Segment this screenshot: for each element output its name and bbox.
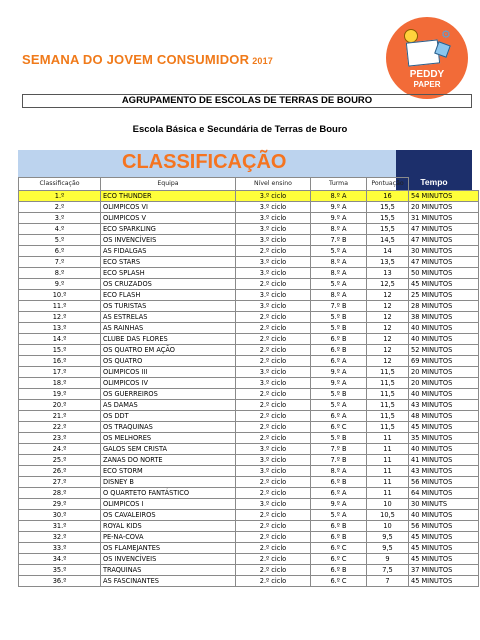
table-row <box>19 499 479 510</box>
cell-nivel: 2.º ciclo <box>236 510 311 521</box>
cell-turma: 5.º A <box>311 510 367 521</box>
cell-classificacao: 4.º <box>19 224 101 235</box>
cell-equipa: PE-NA-COVA <box>101 532 236 543</box>
cell-tempo: 38 MINUTOS <box>409 312 479 323</box>
cell-nivel: 2.º ciclo <box>236 488 311 499</box>
cell-classificacao: 28.º <box>19 488 101 499</box>
classification-table <box>18 177 479 587</box>
cell-classificacao: 32.º <box>19 532 101 543</box>
logo-text-paper: PAPER <box>413 80 441 89</box>
cell-pontuacao: 14 <box>367 246 409 257</box>
cell-tempo: 45 MINUTOS <box>409 279 479 290</box>
cell-classificacao: 22.º <box>19 422 101 433</box>
cell-turma: 9.º A <box>311 202 367 213</box>
col-header-nivel: Nível ensino <box>236 178 311 191</box>
table-row <box>19 543 479 554</box>
cell-equipa: AS ESTRELAS <box>101 312 236 323</box>
cell-equipa: OLIMPICOS IV <box>101 378 236 389</box>
cell-classificacao: 5.º <box>19 235 101 246</box>
cell-turma: 6.º C <box>311 554 367 565</box>
cell-equipa: TRAQUINAS <box>101 565 236 576</box>
cell-tempo: 25 MINUTOS <box>409 290 479 301</box>
col-header-classificacao: Classificação <box>19 178 101 191</box>
tempo-header-label: Tempo <box>420 177 448 187</box>
cell-equipa: OLIMPICOS VI <box>101 202 236 213</box>
cell-turma: 6.º A <box>311 356 367 367</box>
peddy-paper-logo <box>386 17 468 99</box>
cell-tempo: 56 MINUTOS <box>409 521 479 532</box>
table-row <box>19 367 479 378</box>
cell-equipa: OS TRAQUINAS <box>101 422 236 433</box>
cell-classificacao: 26.º <box>19 466 101 477</box>
cell-equipa: OS DDT <box>101 411 236 422</box>
cell-turma: 9.º A <box>311 367 367 378</box>
table-row <box>19 532 479 543</box>
cell-nivel: 2.º ciclo <box>236 554 311 565</box>
table-row <box>19 554 479 565</box>
table-row <box>19 224 479 235</box>
table-row <box>19 290 479 301</box>
cell-turma: 7.º B <box>311 444 367 455</box>
cell-classificacao: 33.º <box>19 543 101 554</box>
cell-equipa: OS QUATRO EM AÇÃO <box>101 345 236 356</box>
cell-classificacao: 30.º <box>19 510 101 521</box>
cell-classificacao: 8.º <box>19 268 101 279</box>
cell-tempo: 41 MINUTOS <box>409 455 479 466</box>
cell-classificacao: 13.º <box>19 323 101 334</box>
table-row <box>19 510 479 521</box>
col-header-pontuacao: Pontuação <box>367 178 409 191</box>
table-row <box>19 477 479 488</box>
table-row <box>19 378 479 389</box>
cell-classificacao: 23.º <box>19 433 101 444</box>
cell-turma: 6.º B <box>311 565 367 576</box>
cell-turma: 6.º A <box>311 488 367 499</box>
cell-nivel: 2.º ciclo <box>236 279 311 290</box>
cell-pontuacao: 11 <box>367 433 409 444</box>
cell-turma: 6.º C <box>311 576 367 587</box>
cell-pontuacao: 15,5 <box>367 224 409 235</box>
cell-equipa: ECO THUNDER <box>101 191 236 202</box>
cell-equipa: OS FLAMEJANTES <box>101 543 236 554</box>
cell-nivel: 2.º ciclo <box>236 477 311 488</box>
cell-tempo: 47 MINUTOS <box>409 224 479 235</box>
cell-classificacao: 1.º <box>19 191 101 202</box>
cell-classificacao: 24.º <box>19 444 101 455</box>
cell-pontuacao: 11,5 <box>367 422 409 433</box>
cell-tempo: 64 MINUTOS <box>409 488 479 499</box>
cell-pontuacao: 13 <box>367 268 409 279</box>
cell-pontuacao: 12 <box>367 301 409 312</box>
cell-equipa: AS RAINHAS <box>101 323 236 334</box>
cell-equipa: AS FIDALGAS <box>101 246 236 257</box>
cell-nivel: 3.º ciclo <box>236 235 311 246</box>
table-row <box>19 191 479 202</box>
cell-classificacao: 18.º <box>19 378 101 389</box>
cell-classificacao: 36.º <box>19 576 101 587</box>
cell-tempo: 43 MINUTOS <box>409 466 479 477</box>
table-row <box>19 268 479 279</box>
cell-equipa: OLIMPICOS V <box>101 213 236 224</box>
cell-nivel: 2.º ciclo <box>236 389 311 400</box>
cell-equipa: ECO SPLASH <box>101 268 236 279</box>
cell-equipa: OS INVENCÍVEIS <box>101 554 236 565</box>
school-heading: Escola Básica e Secundária de Terras de Bouro <box>132 124 348 135</box>
cell-classificacao: 10.º <box>19 290 101 301</box>
cell-equipa: OLIMPICOS III <box>101 367 236 378</box>
cell-turma: 5.º B <box>311 323 367 334</box>
cell-classificacao: 14.º <box>19 334 101 345</box>
cell-equipa: ECO SPARKLING <box>101 224 236 235</box>
cell-tempo: 35 MINUTOS <box>409 433 479 444</box>
cell-pontuacao: 12 <box>367 334 409 345</box>
cell-turma: 5.º B <box>311 312 367 323</box>
cell-tempo: 45 MINUTOS <box>409 543 479 554</box>
cell-turma: 8.º A <box>311 268 367 279</box>
cell-nivel: 2.º ciclo <box>236 345 311 356</box>
cell-pontuacao: 15,5 <box>367 202 409 213</box>
cell-equipa: OS INVENCÍVEIS <box>101 235 236 246</box>
cell-nivel: 2.º ciclo <box>236 246 311 257</box>
cell-tempo: 45 MINUTOS <box>409 532 479 543</box>
cell-equipa: AS FASCINANTES <box>101 576 236 587</box>
cell-pontuacao: 11 <box>367 466 409 477</box>
cell-tempo: 40 MINUTOS <box>409 389 479 400</box>
cell-classificacao: 35.º <box>19 565 101 576</box>
cell-nivel: 3.º ciclo <box>236 224 311 235</box>
cell-classificacao: 17.º <box>19 367 101 378</box>
cell-pontuacao: 7,5 <box>367 565 409 576</box>
table-row <box>19 334 479 345</box>
cell-turma: 6.º B <box>311 521 367 532</box>
cell-classificacao: 25.º <box>19 455 101 466</box>
cell-classificacao: 7.º <box>19 257 101 268</box>
cell-nivel: 3.º ciclo <box>236 378 311 389</box>
cell-pontuacao: 9 <box>367 554 409 565</box>
agrupamento-heading: AGRUPAMENTO DE ESCOLAS DE TERRAS DE BOURO <box>22 94 472 108</box>
cell-nivel: 3.º ciclo <box>236 268 311 279</box>
table-row <box>19 356 479 367</box>
cell-tempo: 30 MINUTOS <box>409 246 479 257</box>
classification-banner-title: CLASSIFICAÇÃO <box>122 151 287 173</box>
cell-tempo: 40 MINUTOS <box>409 334 479 345</box>
cell-turma: 8.º A <box>311 224 367 235</box>
cell-turma: 6.º B <box>311 532 367 543</box>
cell-turma: 9.º A <box>311 378 367 389</box>
table-header-row <box>19 178 479 191</box>
cell-turma: 8.º A <box>311 257 367 268</box>
cell-nivel: 2.º ciclo <box>236 400 311 411</box>
cell-tempo: 56 MINUTOS <box>409 477 479 488</box>
cell-tempo: 48 MINUTOS <box>409 411 479 422</box>
cell-tempo: 54 MINUTOS <box>409 191 479 202</box>
cell-pontuacao: 16 <box>367 191 409 202</box>
cell-pontuacao: 7 <box>367 576 409 587</box>
table-row <box>19 235 479 246</box>
cell-pontuacao: 11,5 <box>367 378 409 389</box>
cell-pontuacao: 9,5 <box>367 532 409 543</box>
cell-pontuacao: 11,5 <box>367 389 409 400</box>
cell-tempo: 43 MINUTOS <box>409 400 479 411</box>
cell-classificacao: 27.º <box>19 477 101 488</box>
cell-equipa: OS TURISTAS <box>101 301 236 312</box>
cell-tempo: 20 MINUTOS <box>409 367 479 378</box>
cell-classificacao: 12.º <box>19 312 101 323</box>
cell-nivel: 2.º ciclo <box>236 323 311 334</box>
cell-classificacao: 3.º <box>19 213 101 224</box>
cell-pontuacao: 11,5 <box>367 400 409 411</box>
cell-pontuacao: 11,5 <box>367 367 409 378</box>
table-row <box>19 521 479 532</box>
cell-equipa: OS GUERREIROS <box>101 389 236 400</box>
cell-equipa: DISNEY B <box>101 477 236 488</box>
cell-classificacao: 11.º <box>19 301 101 312</box>
cell-nivel: 3.º ciclo <box>236 301 311 312</box>
cell-nivel: 3.º ciclo <box>236 444 311 455</box>
cell-equipa: AS DAMAS <box>101 400 236 411</box>
cell-pontuacao: 10,5 <box>367 510 409 521</box>
cell-tempo: 50 MINUTOS <box>409 268 479 279</box>
cell-tempo: 20 MINUTOS <box>409 378 479 389</box>
cell-equipa: ZANAS DO NORTE <box>101 455 236 466</box>
cell-pontuacao: 13,5 <box>367 257 409 268</box>
table-body <box>19 191 479 587</box>
cell-equipa: OS MELHORES <box>101 433 236 444</box>
table-row <box>19 576 479 587</box>
cell-turma: 6.º B <box>311 477 367 488</box>
cell-equipa: ECO STARS <box>101 257 236 268</box>
cell-tempo: 47 MINUTOS <box>409 257 479 268</box>
cell-equipa: OS CAVALEIROS <box>101 510 236 521</box>
cell-nivel: 2.º ciclo <box>236 521 311 532</box>
cell-tempo: 37 MINUTOS <box>409 565 479 576</box>
cell-turma: 6.º C <box>311 422 367 433</box>
table-row <box>19 411 479 422</box>
table-row <box>19 312 479 323</box>
table-row <box>19 488 479 499</box>
cell-pontuacao: 12 <box>367 345 409 356</box>
cell-classificacao: 20.º <box>19 400 101 411</box>
table-row <box>19 279 479 290</box>
cell-equipa: CLUBE DAS FLORES <box>101 334 236 345</box>
table-row <box>19 301 479 312</box>
cell-tempo: 52 MINUTOS <box>409 345 479 356</box>
table-row <box>19 345 479 356</box>
cell-tempo: 47 MINUTOS <box>409 235 479 246</box>
cell-turma: 6.º A <box>311 411 367 422</box>
cell-turma: 8.º A <box>311 290 367 301</box>
cell-equipa: ROYAL KIDS <box>101 521 236 532</box>
table-row <box>19 246 479 257</box>
cell-turma: 9.º A <box>311 213 367 224</box>
cell-nivel: 2.º ciclo <box>236 543 311 554</box>
cell-nivel: 3.º ciclo <box>236 202 311 213</box>
title-year: 2017 <box>252 56 274 66</box>
gear-icon: ⚙ <box>441 28 451 41</box>
cell-pontuacao: 14,5 <box>367 235 409 246</box>
cell-classificacao: 19.º <box>19 389 101 400</box>
cell-tempo: 31 MINUTOS <box>409 213 479 224</box>
table-row <box>19 466 479 477</box>
cell-equipa: ECO FLASH <box>101 290 236 301</box>
cell-equipa: ECO STORM <box>101 466 236 477</box>
cell-nivel: 3.º ciclo <box>236 257 311 268</box>
cell-classificacao: 15.º <box>19 345 101 356</box>
cell-equipa: O QUARTETO FANTÁSTICO <box>101 488 236 499</box>
cell-nivel: 2.º ciclo <box>236 422 311 433</box>
cell-classificacao: 31.º <box>19 521 101 532</box>
cell-turma: 6.º C <box>311 543 367 554</box>
table-row <box>19 213 479 224</box>
col-header-equipa: Equipa <box>101 178 236 191</box>
cell-tempo: 69 MINUTOS <box>409 356 479 367</box>
cell-pontuacao: 10 <box>367 521 409 532</box>
table-row <box>19 202 479 213</box>
cell-nivel: 3.º ciclo <box>236 466 311 477</box>
col-header-tempo <box>409 178 479 191</box>
table-row <box>19 565 479 576</box>
cell-pontuacao: 9,5 <box>367 543 409 554</box>
cell-classificacao: 9.º <box>19 279 101 290</box>
cell-pontuacao: 15,5 <box>367 213 409 224</box>
cell-nivel: 3.º ciclo <box>236 499 311 510</box>
cell-turma: 8.º A <box>311 191 367 202</box>
cell-nivel: 3.º ciclo <box>236 213 311 224</box>
cell-tempo: 40 MINUTOS <box>409 444 479 455</box>
cell-nivel: 3.º ciclo <box>236 367 311 378</box>
cell-pontuacao: 12 <box>367 290 409 301</box>
cell-turma: 9.º A <box>311 499 367 510</box>
cell-pontuacao: 11 <box>367 488 409 499</box>
cell-tempo: 45 MINUTOS <box>409 554 479 565</box>
cell-tempo: 30 MINUTS <box>409 499 479 510</box>
cell-turma: 7.º B <box>311 235 367 246</box>
cell-tempo: 20 MINUTOS <box>409 202 479 213</box>
table-row <box>19 389 479 400</box>
cell-turma: 7.º B <box>311 455 367 466</box>
page-title: SEMANA DO JOVEM CONSUMIDOR 2017 <box>22 52 274 67</box>
cell-nivel: 2.º ciclo <box>236 576 311 587</box>
cell-nivel: 3.º ciclo <box>236 455 311 466</box>
cell-pontuacao: 11,5 <box>367 411 409 422</box>
cell-nivel: 3.º ciclo <box>236 290 311 301</box>
cell-turma: 5.º B <box>311 389 367 400</box>
cell-turma: 6.º B <box>311 345 367 356</box>
cell-nivel: 2.º ciclo <box>236 532 311 543</box>
col-header-turma: Turma <box>311 178 367 191</box>
cell-classificacao: 34.º <box>19 554 101 565</box>
cell-turma: 5.º B <box>311 433 367 444</box>
cell-tempo: 40 MINUTOS <box>409 510 479 521</box>
cell-tempo: 28 MINUTOS <box>409 301 479 312</box>
table-row <box>19 444 479 455</box>
cell-classificacao: 16.º <box>19 356 101 367</box>
cell-equipa: OS QUATRO <box>101 356 236 367</box>
table-row <box>19 455 479 466</box>
table-row <box>19 422 479 433</box>
cell-turma: 6.º B <box>311 334 367 345</box>
logo-text-peddy: PEDDY <box>409 69 445 80</box>
cell-tempo: 45 MINUTOS <box>409 422 479 433</box>
table-row <box>19 323 479 334</box>
cell-turma: 8.º A <box>311 466 367 477</box>
cell-nivel: 3.º ciclo <box>236 191 311 202</box>
cell-pontuacao: 11 <box>367 444 409 455</box>
cell-nivel: 2.º ciclo <box>236 312 311 323</box>
cell-pontuacao: 12,5 <box>367 279 409 290</box>
cell-turma: 5.º A <box>311 400 367 411</box>
cell-turma: 5.º A <box>311 279 367 290</box>
cell-classificacao: 21.º <box>19 411 101 422</box>
cell-equipa: GALOS SEM CRISTA <box>101 444 236 455</box>
cell-pontuacao: 12 <box>367 356 409 367</box>
cell-nivel: 2.º ciclo <box>236 565 311 576</box>
cell-pontuacao: 11 <box>367 455 409 466</box>
cell-classificacao: 6.º <box>19 246 101 257</box>
table-row <box>19 257 479 268</box>
cell-equipa: OS CRUZADOS <box>101 279 236 290</box>
cell-nivel: 2.º ciclo <box>236 433 311 444</box>
table-row <box>19 400 479 411</box>
cell-pontuacao: 12 <box>367 323 409 334</box>
cell-pontuacao: 11 <box>367 477 409 488</box>
cell-pontuacao: 12 <box>367 312 409 323</box>
cell-tempo: 40 MINUTOS <box>409 323 479 334</box>
cell-pontuacao: 10 <box>367 499 409 510</box>
cell-classificacao: 29.º <box>19 499 101 510</box>
cell-equipa: OLIMPICOS I <box>101 499 236 510</box>
table-row <box>19 433 479 444</box>
cell-turma: 5.º A <box>311 246 367 257</box>
classification-banner <box>18 150 396 177</box>
cell-turma: 7.º B <box>311 301 367 312</box>
cell-nivel: 2.º ciclo <box>236 334 311 345</box>
cell-tempo: 45 MINUTOS <box>409 576 479 587</box>
cell-nivel: 2.º ciclo <box>236 356 311 367</box>
cell-classificacao: 2.º <box>19 202 101 213</box>
cell-nivel: 2.º ciclo <box>236 411 311 422</box>
